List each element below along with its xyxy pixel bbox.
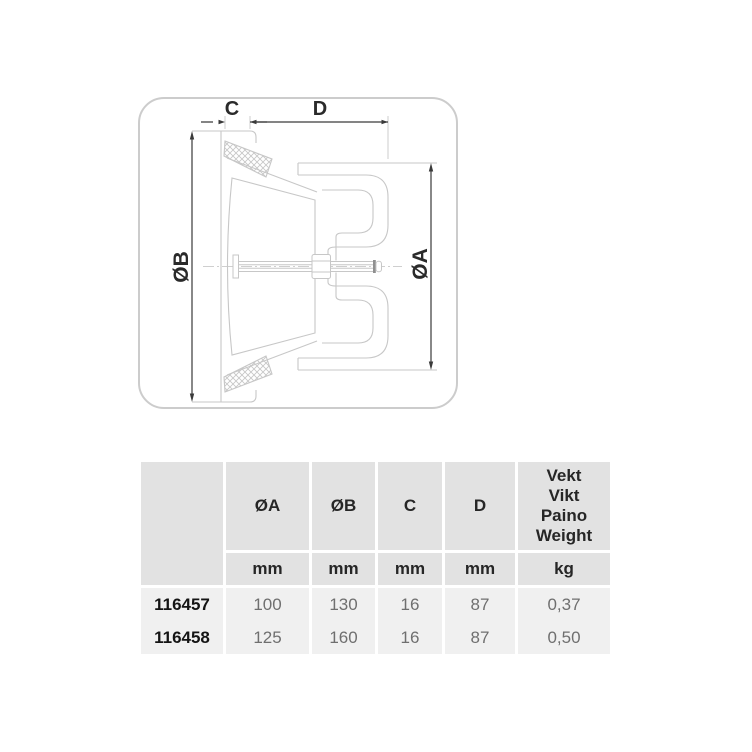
value-cell: 130 <box>312 588 378 621</box>
value-cell: 87 <box>445 621 518 654</box>
article-number: 116458 <box>141 621 226 654</box>
table-corner-cell <box>141 462 226 588</box>
weight-label-vikt: Vikt <box>548 486 580 505</box>
value-cell: 16 <box>378 621 445 654</box>
unit-cell-c: mm <box>378 553 445 588</box>
article-number: 116457 <box>141 588 226 621</box>
unit-cell-d: mm <box>445 553 518 588</box>
unit-cell-dia-b: mm <box>312 553 378 588</box>
value-cell: 100 <box>226 588 312 621</box>
col-header-dia-b: ØB <box>312 462 378 553</box>
dimension-dia-b <box>170 131 194 402</box>
col-header-c: C <box>378 462 445 553</box>
dim-label-c: C <box>224 99 240 120</box>
col-header-d: D <box>445 462 518 553</box>
value-cell: 160 <box>312 621 378 654</box>
value-cell: 0,50 <box>518 621 610 654</box>
col-header-dia-a: ØA <box>226 462 312 553</box>
dim-label-dia-b: ØB <box>170 251 193 283</box>
weight-label-vekt: Vekt <box>546 466 582 485</box>
gasket-bottom <box>224 356 272 392</box>
col-header-weight <box>518 462 610 553</box>
value-cell: 0,37 <box>518 588 610 621</box>
value-cell: 125 <box>226 621 312 654</box>
technical-drawing <box>140 99 456 407</box>
value-cell: 87 <box>445 588 518 621</box>
value-cell: 16 <box>378 588 445 621</box>
weight-label-weight: Weight <box>535 526 593 545</box>
weight-label-paino: Paino <box>540 506 588 525</box>
dim-label-dia-a: ØA <box>409 248 432 280</box>
dimension-d <box>250 99 388 159</box>
spec-table <box>141 462 610 654</box>
unit-cell-dia-a: mm <box>226 553 312 588</box>
drawing-card <box>138 97 458 409</box>
dimension-c <box>201 99 267 129</box>
dim-label-d: D <box>312 99 328 120</box>
gasket-top <box>224 141 272 177</box>
unit-cell-kg: kg <box>518 553 610 588</box>
